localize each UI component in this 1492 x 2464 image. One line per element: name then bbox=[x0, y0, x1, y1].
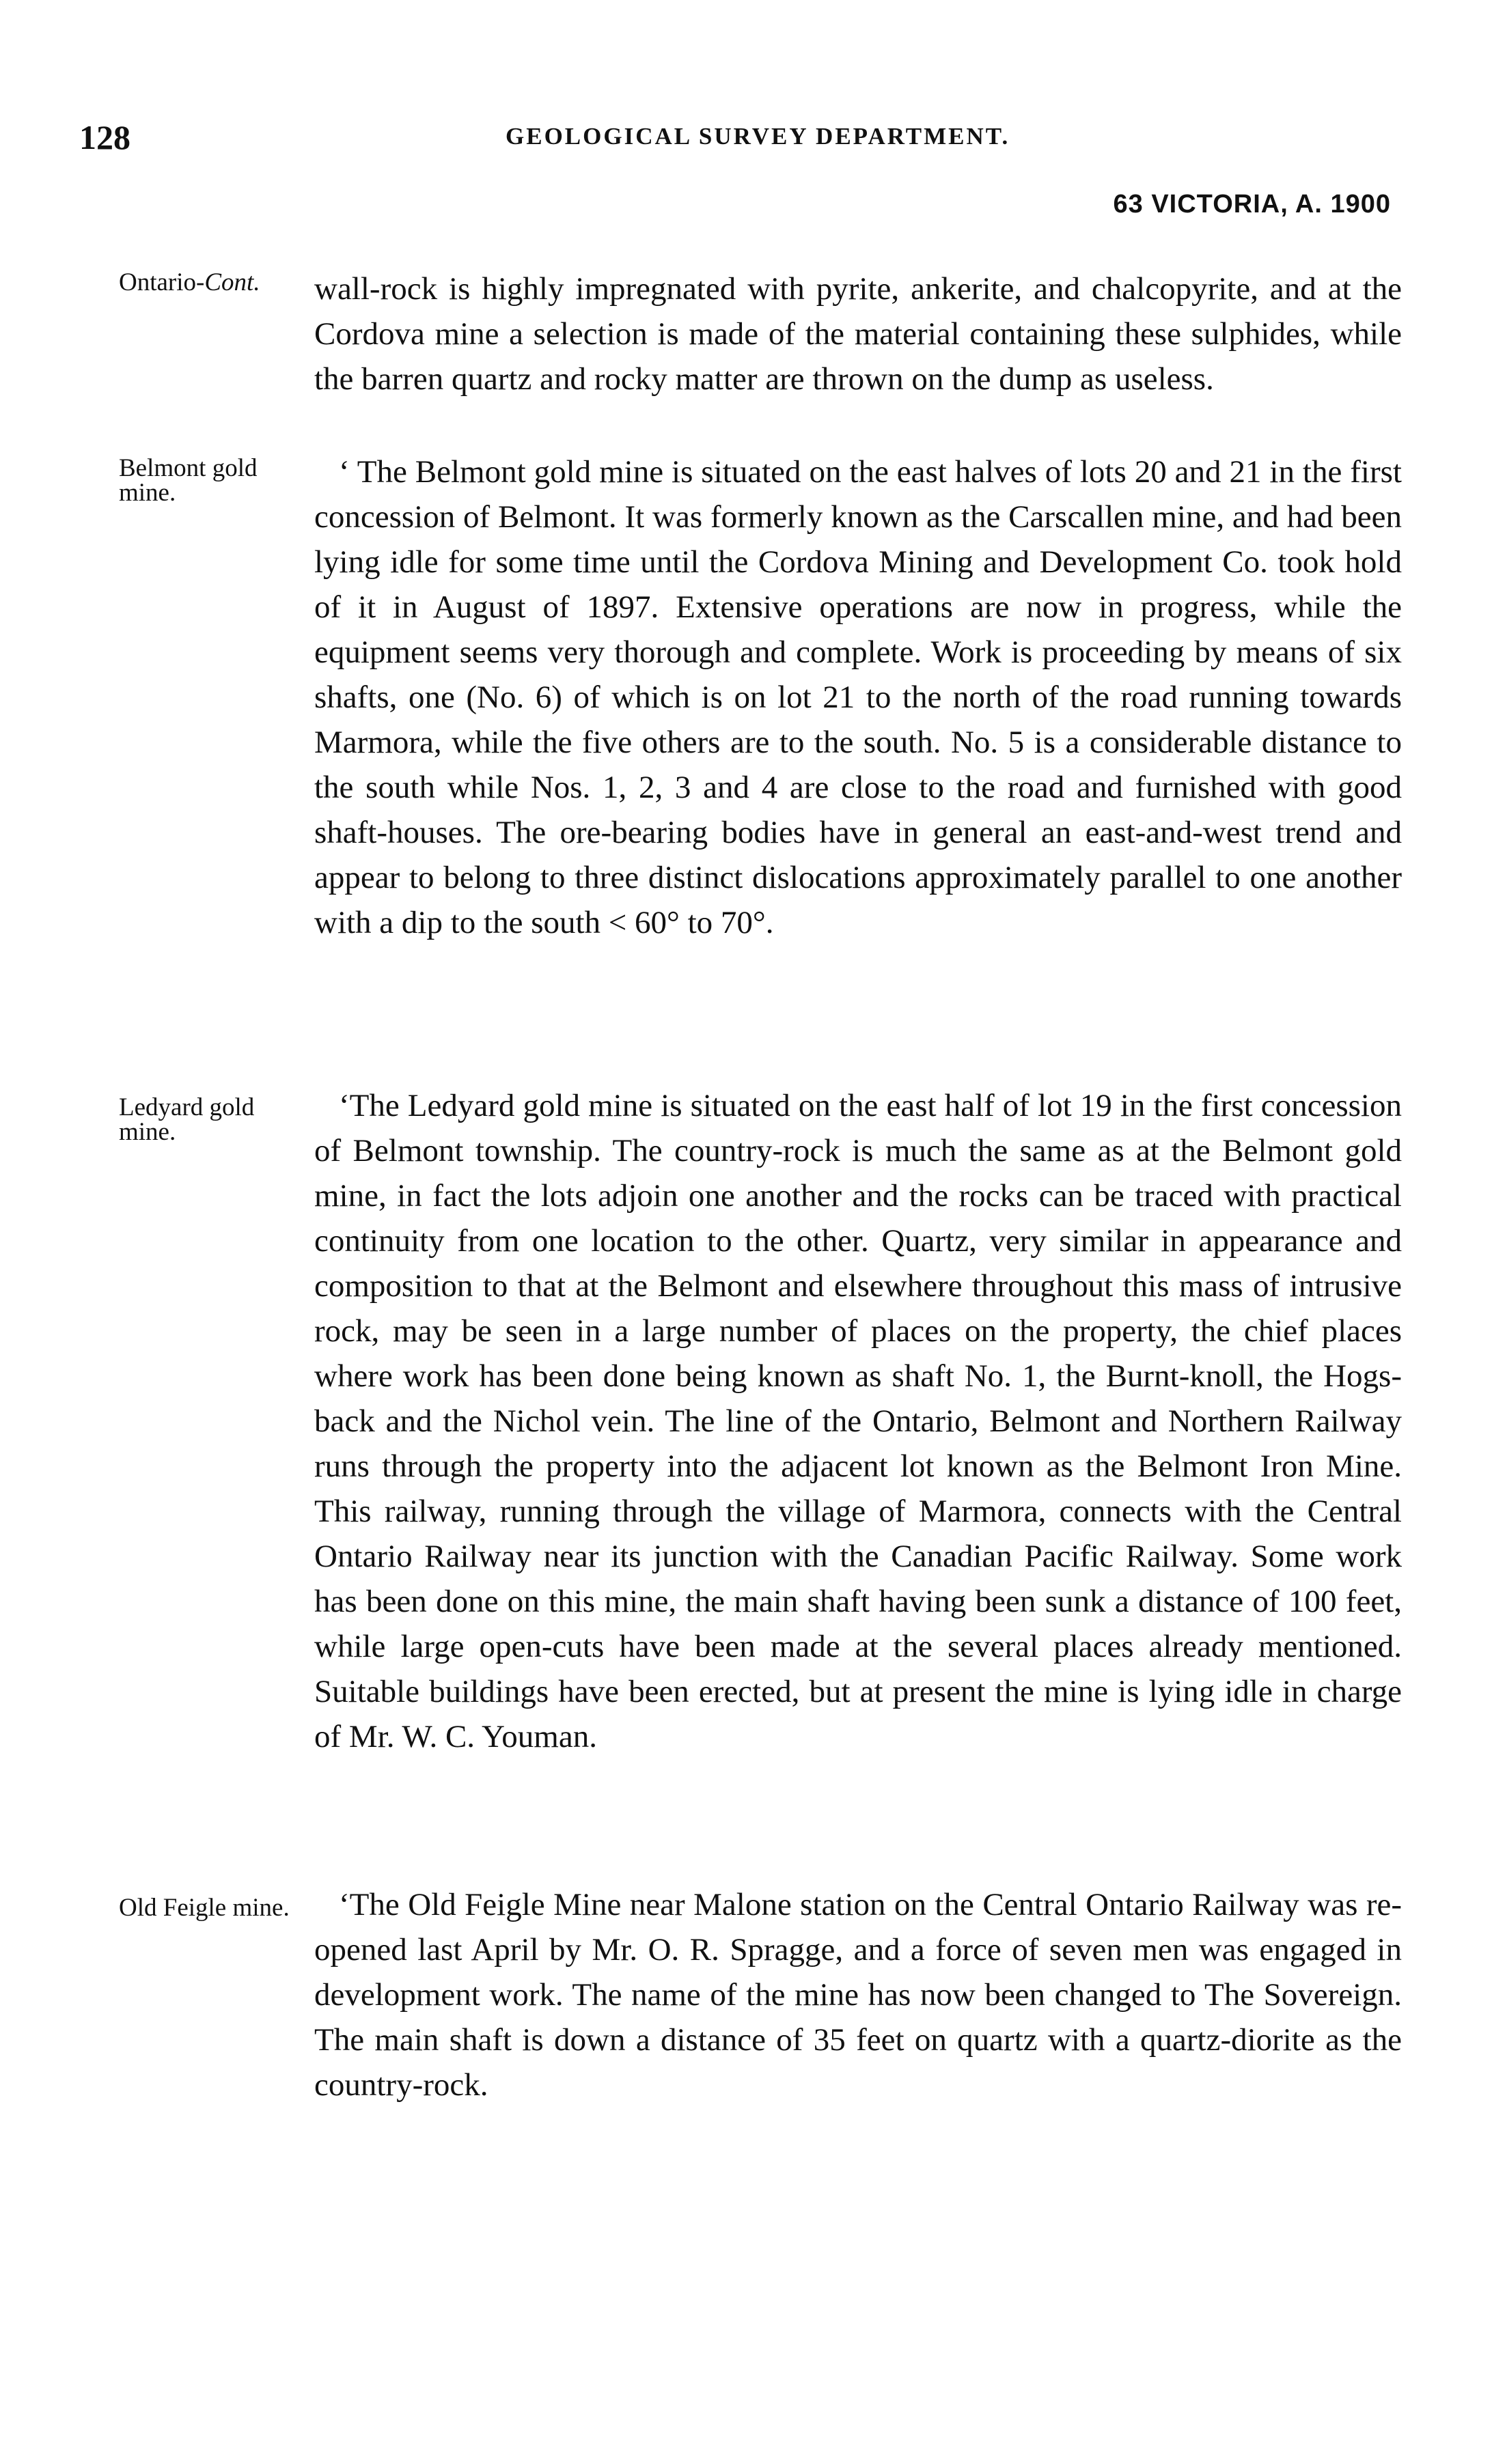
side-note-ledyard: Ledyard gold mine. bbox=[119, 1093, 255, 1146]
side-note-belmont: Belmont gold mine. bbox=[119, 454, 258, 507]
side-note-ontario-cont bbox=[119, 270, 303, 295]
paragraph-belmont: ‘ The Belmont gold mine is situated on the east halves of lots 20 and 21 in the first concession of Belmont. It was formerly known as the Carscallen mine, and had been lying idle for some time until the Cordova Mining and Development Co. took hold of it in August of 1897. Extensive operations are now in progress, while the equipment seems very thorough and complete. Work is proceeding by means of six shafts, one (No. 6) of which is on lot 21 to the north of the road running towards Marmora, while the five others are to the south. No. 5 is a considerable distance to the south while Nos. 1, 2, 3 and 4 are close to the road and furnished with good shaft-houses. The ore-bearing bodies have in general an east-and-west trend and appear to belong to three distinct dislocations approximately parallel to one another with a dip to the south < 60° to 70°. bbox=[314, 454, 1402, 940]
paragraph-old-feigle: ‘The Old Feigle Mine near Malone station on the Central Ontario Railway was re-opened last April by Mr. O. R. Spragge, and a force of seven men was engaged in development work. The name of the mine has now been changed to The Sovereign. The main shaft is down a distance of 35 feet on quartz with a quartz-diorite as the country-rock. bbox=[314, 1887, 1402, 2103]
page-number: 128 bbox=[79, 118, 130, 156]
paragraph-ledyard: ‘The Ledyard gold mine is situated on the east half of lot 19 in the first concession of Belmont township. The country-rock is much the same as at the Belmont gold mine, in fact the lots adjoin one another and the rocks can be traced with practical continuity from one location to the other. Quartz, very similar in appearance and composition to that at the Belmont and elsewhere throughout this mass of intrusive rock, may be seen in a large number of places on the property, the chief places where work has been done being known as shaft No. 1, the Burnt-knoll, the Hogs-back and the Nichol vein. The line of the Ontario, Belmont and Northern Railway runs through the property into the adjacent lot known as the Belmont Iron Mine. This railway, running through the village of Marmora, connects with the Central Ontario Railway near its junction with the Canadian Pacific Railway. Some work has been done on this mine, the main shaft having been sunk a distance of 100 feet, while large open-cuts have been made at the several places already mentioned. Suitable buildings have been erected, but at present the mine is lying idle in charge of Mr. W. C. Youman. bbox=[314, 1088, 1402, 1754]
session-label: 63 VICTORIA, A. 1900 bbox=[1113, 190, 1391, 219]
running-title: GEOLOGICAL SURVEY DEPARTMENT. bbox=[506, 123, 1010, 150]
side-note-italic: Cont. bbox=[204, 268, 260, 296]
paragraph-wall-rock: wall-rock is highly impregnated with pyrite, ankerite, and chalcopyrite, and at the Cordova mine a selection is made of the material containing these sulphides, while the barren quartz and rocky matter are thrown on the dump as useless. bbox=[314, 271, 1402, 397]
side-note-old-feigle: Old Feigle mine. bbox=[119, 1894, 290, 1922]
side-note-prefix: Ontario- bbox=[119, 268, 205, 296]
